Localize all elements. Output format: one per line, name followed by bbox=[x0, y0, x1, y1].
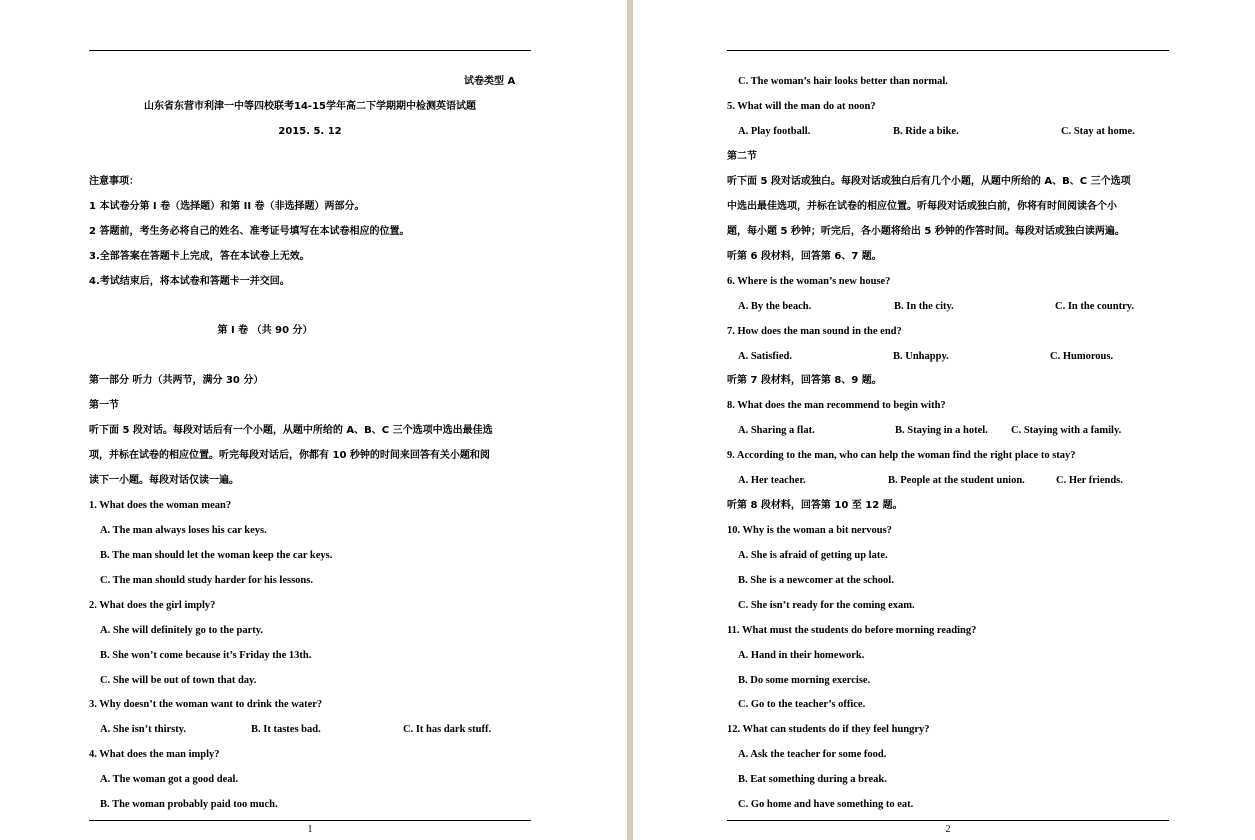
answer-option: A. Play football. bbox=[738, 126, 811, 137]
answer-option: B. Eat something during a break. bbox=[738, 774, 887, 785]
answer-option: A. Satisfied. bbox=[738, 351, 792, 362]
part-title: 第一部分 听力（共两节，满分 30 分） bbox=[89, 375, 264, 386]
note-item: 1 本试卷分第 I 卷（选择题）和第 II 卷（非选择题）两部分。 bbox=[89, 201, 365, 212]
footer-rule bbox=[89, 820, 531, 821]
answer-option: B. Ride a bike. bbox=[893, 126, 959, 137]
page-1 bbox=[0, 0, 627, 840]
header-rule bbox=[89, 50, 531, 51]
answer-option: C. In the country. bbox=[1055, 301, 1135, 312]
paper-type-label: 试卷类型 A bbox=[464, 76, 516, 87]
answer-option: B. She is a newcomer at the school. bbox=[738, 575, 894, 586]
answer-option: C. She isn’t ready for the coming exam. bbox=[738, 600, 915, 611]
header-rule bbox=[727, 50, 1169, 51]
answer-option: B. In the city. bbox=[894, 301, 954, 312]
answer-option: A. She isn’t thirsty. bbox=[100, 724, 187, 735]
answer-option: A. Ask the teacher for some food. bbox=[738, 749, 887, 760]
answer-option: C. Stay at home. bbox=[1061, 126, 1135, 137]
answer-option: C. Staying with a family. bbox=[1011, 425, 1122, 436]
question: 11. What must the students do before morning reading? bbox=[727, 625, 977, 636]
answer-option: C. Go home and have something to eat. bbox=[738, 799, 914, 810]
material-heading: 听第 6 段材料，回答第 6、7 题。 bbox=[727, 251, 882, 262]
question: 7. How does the man sound in the end? bbox=[727, 326, 902, 337]
answer-option: A. The woman got a good deal. bbox=[100, 774, 239, 785]
answer-option: C. She will be out of town that day. bbox=[100, 675, 257, 686]
note-item: 3.全部答案在答题卡上完成，答在本试卷上无效。 bbox=[89, 251, 310, 262]
answer-option: B. It tastes bad. bbox=[251, 724, 321, 735]
answer-option: B. She won’t come because it’s Friday the 13th. bbox=[100, 650, 312, 661]
answer-option: A. She will definitely go to the party. bbox=[100, 625, 264, 636]
material-heading: 听第 8 段材料，回答第 10 至 12 题。 bbox=[727, 500, 903, 511]
question: 8. What does the man recommend to begin with? bbox=[727, 400, 946, 411]
answer-option: A. Sharing a flat. bbox=[738, 425, 815, 436]
note-item: 2 答题前，考生务必将自己的姓名、准考证号填写在本试卷相应的位置。 bbox=[89, 226, 410, 237]
instruction-line: 读下一小题。每段对话仅读一遍。 bbox=[89, 475, 239, 486]
answer-option: A. She is afraid of getting up late. bbox=[738, 550, 888, 561]
answer-option: B. Staying in a hotel. bbox=[895, 425, 988, 436]
exam-date: 2015. 5. 12 bbox=[278, 126, 342, 137]
page-number: 2 bbox=[945, 824, 951, 835]
answer-option: B. Unhappy. bbox=[893, 351, 949, 362]
answer-option: A. Hand in their homework. bbox=[738, 650, 865, 661]
answer-option: A. By the beach. bbox=[738, 301, 812, 312]
instruction-line: 题，每小题 5 秒钟；听完后，各小题将给出 5 秒钟的作答时间。每段对话或独白读两遍。 bbox=[727, 226, 1125, 237]
instruction-line: 项，并标在试卷的相应位置。听完每段对话后，你都有 10 秒钟的时间来回答有关小题和阅 bbox=[89, 450, 490, 461]
answer-option: C. Her friends. bbox=[1056, 475, 1123, 486]
question: 9. According to the man, who can help the woman find the right place to stay? bbox=[727, 450, 1076, 461]
answer-option: A. The man always loses his car keys. bbox=[100, 525, 267, 536]
note-item: 4.考试结束后，将本试卷和答题卡一并交回。 bbox=[89, 276, 290, 287]
answer-option: C. It has dark stuff. bbox=[403, 724, 492, 735]
subsection-title: 第一节 bbox=[89, 400, 119, 411]
answer-option: B. The man should let the woman keep the car keys. bbox=[100, 550, 333, 561]
answer-option: C. Go to the teacher’s office. bbox=[738, 699, 866, 710]
question: 2. What does the girl imply? bbox=[89, 600, 216, 611]
question: 10. Why is the woman a bit nervous? bbox=[727, 525, 892, 536]
answer-option: A. Her teacher. bbox=[738, 475, 806, 486]
instruction-line: 听下面 5 段对话。每段对话后有一个小题，从题中所给的 A、B、C 三个选项中选出最佳选 bbox=[89, 425, 493, 436]
answer-option: C. The woman’s hair looks better than normal. bbox=[738, 76, 948, 87]
answer-option: B. The woman probably paid too much. bbox=[100, 799, 278, 810]
question: 12. What can students do if they feel hungry? bbox=[727, 724, 930, 735]
answer-option: B. Do some morning exercise. bbox=[738, 675, 871, 686]
material-heading: 听第 7 段材料，回答第 8、9 题。 bbox=[727, 375, 882, 386]
instruction-line: 中选出最佳选项，并标在试卷的相应位置。听每段对话或独白前，你将有时间阅读各个小 bbox=[727, 201, 1117, 212]
subsection-title: 第二节 bbox=[727, 151, 757, 162]
page-number: 1 bbox=[307, 824, 313, 835]
question: 3. Why doesn’t the woman want to drink the water? bbox=[89, 699, 323, 710]
answer-option: C. The man should study harder for his lessons. bbox=[100, 575, 313, 586]
footer-rule bbox=[727, 820, 1169, 821]
page-2 bbox=[633, 0, 1255, 840]
answer-option: C. Humorous. bbox=[1050, 351, 1114, 362]
question: 1. What does the woman mean? bbox=[89, 500, 232, 511]
notes-heading: 注意事项： bbox=[89, 176, 139, 187]
section-title: 第 I 卷 （共 90 分） bbox=[217, 325, 313, 336]
question: 4. What does the man imply? bbox=[89, 749, 220, 760]
instruction-line: 听下面 5 段对话或独白。每段对话或独白后有几个小题，从题中所给的 A、B、C 三个选项 bbox=[727, 176, 1131, 187]
question: 5. What will the man do at noon? bbox=[727, 101, 876, 112]
question: 6. Where is the woman’s new house? bbox=[727, 276, 891, 287]
exam-title: 山东省东营市利津一中等四校联考14-15学年高二下学期期中检测英语试题 bbox=[144, 101, 476, 112]
answer-option: B. People at the student union. bbox=[888, 475, 1025, 486]
